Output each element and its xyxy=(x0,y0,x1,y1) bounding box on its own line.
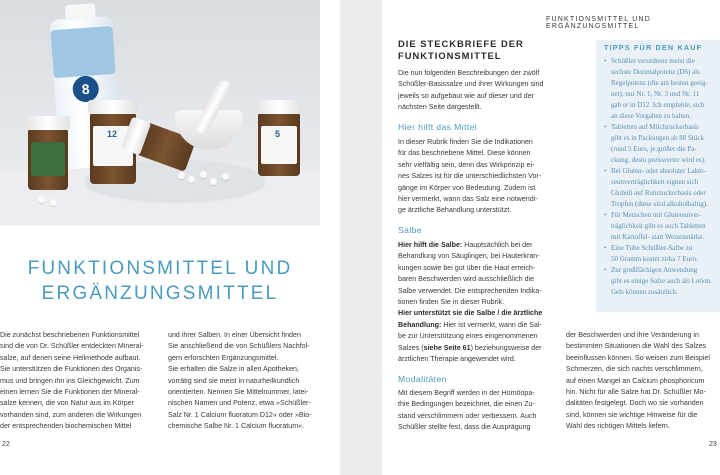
book-gutter xyxy=(340,0,382,475)
text-line: der entsprechenden biochemischen Mittel xyxy=(0,422,132,431)
text-line: und ihrer Salben. In einer Übersicht finden xyxy=(168,331,301,339)
text-line: thie Bedingungen bezeichnet, die einen Zu- xyxy=(398,400,535,409)
jar-number: 5 xyxy=(275,129,281,139)
product-photo xyxy=(0,0,320,226)
text-line: sind, können sie wichtige Hinweise für die xyxy=(566,410,698,419)
text-line: sind die von Dr. Schüßler entdeckten Mineral- xyxy=(0,342,144,351)
tip-line: net), nur Nr. 1, Nr. 3 und Nr. 11 xyxy=(611,90,700,98)
pill xyxy=(178,172,185,179)
text-line: be zur Unterstützung eines eingenommenen xyxy=(398,332,538,341)
text-line: gänge im Körper von Bedeutung. Zudem ist xyxy=(398,183,536,192)
left-column-1 xyxy=(0,330,148,433)
modalitaeten-text xyxy=(398,388,554,434)
tip-line: Bei Gluten- oder absoluter Lakto- xyxy=(611,167,706,175)
text-line: ge ärztliche Behandlung unterstützt. xyxy=(398,206,512,215)
tip-line: mit Kartoffel- statt Weizenstärke. xyxy=(611,233,705,241)
tip-item xyxy=(604,122,718,166)
tip-line: seunverträglichkeit eignen sich xyxy=(611,178,699,186)
text-line: einen lernen Sie die Funktionen der Mineral- xyxy=(0,388,140,397)
subheading-modalitaeten: Modalitäten xyxy=(398,374,447,384)
text-line: In dieser Rubrik finden Sie die Indikationen xyxy=(398,138,533,146)
tip-item xyxy=(604,210,718,243)
tip-line: sechste Dezimalpotenz (D6) als xyxy=(611,68,700,76)
text-line: Sie erhalten die Salze in allen Apotheken, xyxy=(168,365,299,374)
text-fragment: ) beziehungsweise der xyxy=(470,343,542,352)
tip-line: gibt es einige Salze auch als Lotion. xyxy=(611,277,712,285)
text-line xyxy=(398,308,554,319)
page-number-right: 23 xyxy=(709,441,717,448)
tip-line: Regelpotenz (die am besten geeig- xyxy=(611,79,708,87)
pill xyxy=(222,173,229,180)
tip-line: Tabletten auf Milchzuckerbasis xyxy=(611,123,699,131)
tip-item xyxy=(604,166,718,210)
tube-cap xyxy=(65,3,96,21)
jar-label xyxy=(261,126,297,164)
tip-line: Zur großflächigen Anwendung xyxy=(611,266,698,274)
text-line: Salbe verwendet. Die entsprechenden Indika- xyxy=(398,286,542,295)
tube-band xyxy=(51,26,116,78)
subheading-hier-hilft: Hier hilft das Mittel xyxy=(398,122,478,132)
salbe-text xyxy=(398,240,554,365)
intro-text xyxy=(398,68,554,114)
tip-line: gibt es in Packungen ab 80 Stück xyxy=(611,134,704,142)
jar-number: 12 xyxy=(107,129,118,139)
hier-hilft-text xyxy=(398,137,554,217)
left-column-2 xyxy=(168,330,318,433)
bold-label: Hier hilft die Salbe: xyxy=(398,241,463,249)
chapter-title xyxy=(0,256,320,306)
pill xyxy=(50,199,57,206)
jar-lid xyxy=(26,116,70,130)
text-line: Sie anschließend die von Schüßlers Nachfol- xyxy=(168,342,310,351)
text-line: hin. Nicht für alle Salze hat Dr. Schüßler Mo- xyxy=(566,388,706,397)
text-line: Schüßler-Basissalze und ihrer Wirkungen sind xyxy=(398,80,544,89)
text-line: für das beschriebene Mittel. Diese können xyxy=(398,149,531,158)
text-line: stand verschlimmern oder verbessern. Auch xyxy=(398,411,537,420)
tip-item xyxy=(604,56,718,122)
text-line: orientierten. Nennen Sie Mittelnummer, latei- xyxy=(168,388,309,397)
tip-line: Globuli auf Rohrzuckerbasis oder xyxy=(611,189,706,197)
section-title-line: DIE STECKBRIEFE DER xyxy=(398,38,524,49)
tip-line: Für Menschen mit Glutenunver- xyxy=(611,211,702,219)
text-line: tionen finden Sie in dieser Rubrik. xyxy=(398,298,505,307)
text-line: Sie unterstützen die Funktionen des Organis- xyxy=(0,365,143,374)
page-reference: siehe Seite 61 xyxy=(423,343,471,352)
text-fragment: Salzes ( xyxy=(398,343,424,352)
text-line: mus und bringen ihn ins Gleichgewicht. Zum xyxy=(0,376,140,385)
tip-line: Gels können zusätzlich. xyxy=(611,288,678,296)
bold-label: Hier unterstützt sie die Salbe / die ärztliche xyxy=(398,309,543,318)
text-line: auf einen Mangel an Calcium phosphoricum xyxy=(566,376,705,385)
text-line xyxy=(398,343,554,354)
tube-number: 8 xyxy=(72,75,100,103)
pill xyxy=(188,176,195,183)
text-line: Wahl des richtigen Mittels liefern. xyxy=(566,422,670,431)
tip-item xyxy=(604,243,718,265)
text-line: beeinflussen können. So weisen zum Beispiel xyxy=(566,353,710,362)
bullet-icon: • xyxy=(604,211,607,219)
text-line: Die zunächst beschriebenen Funktionsmittel xyxy=(0,331,140,339)
bullet-icon: • xyxy=(604,266,607,274)
bold-label: Behandlung: xyxy=(398,320,442,329)
tip-line: Tropfen (diese sind alkoholhaltig). xyxy=(611,200,708,208)
page-number-left: 22 xyxy=(2,441,10,448)
tip-line: gab er in D12. Ich empfehle, sich xyxy=(611,101,705,109)
jar-label xyxy=(31,142,65,176)
running-head: FUNKTIONSMITTEL UND ERGÄNZUNGSMITTEL xyxy=(546,16,651,30)
bullet-icon: • xyxy=(604,123,607,131)
pill xyxy=(210,178,217,185)
jar-lid xyxy=(256,100,302,114)
pill xyxy=(38,196,45,203)
section-title-line: FUNKTIONSMITTEL xyxy=(398,50,502,61)
text-line: Schmerzen, die sich nachts verschlimmern, xyxy=(566,365,703,374)
jar-1 xyxy=(28,128,68,190)
subheading-salbe: Salbe xyxy=(398,225,422,235)
tip-line: Eine Tube Schüßler-Salbe zu xyxy=(611,244,693,252)
jar-5 xyxy=(258,112,300,176)
text-line: dalitäten festgelegt. Doch wo sie vorhanden xyxy=(566,399,704,408)
right-far-column xyxy=(566,330,718,433)
text-line: Behandlung von Säuglingen, bei Hauterkran- xyxy=(398,252,540,261)
text-line xyxy=(398,240,554,251)
tip-line: an diese Vorgaben zu halten. xyxy=(611,112,691,120)
text-line: nächsten Seite dargestellt. xyxy=(398,103,482,112)
tips-title: TIPPS FÜR DEN KAUF xyxy=(604,43,703,52)
text-line: bestimmten Situationen die Wahl des Salzes xyxy=(566,342,707,351)
text-fragment: Hier ist vermerkt, wann die Sal- xyxy=(441,320,542,329)
text-line: nes Salzes ist für die unterschiedlichsten Vor- xyxy=(398,172,542,181)
jar-lid xyxy=(88,100,138,114)
text-line: vorhanden sind, zum anderen die Wirkungen xyxy=(0,410,142,419)
section-title xyxy=(398,38,568,62)
pill xyxy=(200,171,207,178)
tip-line: ckung, desto preiswerter wird es). xyxy=(611,156,706,164)
chapter-title-line: ERGÄNZUNGSMITTEL xyxy=(41,283,279,304)
bullet-icon: • xyxy=(604,57,607,65)
tip-line: 50 Gramm kostet zirka 7 Euro. xyxy=(611,255,698,263)
text-line: Mit diesem Begriff werden in der Homöopa- xyxy=(398,389,535,397)
text-line: Salz Nr. 1 Calcium fluoratum D12« oder »Bio- xyxy=(168,410,312,419)
text-line: salze kennen, die von Natur aus im Körper xyxy=(0,399,135,408)
text-line: jeweils so aufgebaut wie auf dieser und der xyxy=(398,91,535,100)
text-line: vorrätig sind sie meist in naturheilkundlich xyxy=(168,376,300,385)
text-line: ärztlichen Therapie angewendet wird. xyxy=(398,355,516,364)
tips-list xyxy=(604,56,718,298)
tip-line: (rund 5 Euro, je größer die Pa- xyxy=(611,145,697,153)
tip-line: träglichkeit gibt es auch Tabletten xyxy=(611,222,706,230)
bullet-icon: • xyxy=(604,244,607,252)
text-line: salze, auf denen seine Heilmethode aufbaut. xyxy=(0,353,141,362)
text-line: Schüßler stellte fest, dass die Ausprägung xyxy=(398,423,531,432)
bullet-icon: • xyxy=(604,167,607,175)
text-line: chemische Salbe Nr. 1 Calcium fluoratum«. xyxy=(168,422,305,431)
tip-item xyxy=(604,265,718,298)
text-line: baren Beschwerden wird ausschließlich die xyxy=(398,275,535,284)
text-line: kungen sowie bei gut über die Haut erreich- xyxy=(398,263,536,272)
text-line: der Beschwerden und ihre Veränderung in xyxy=(566,331,699,339)
text-line: gern erforschten Ergänzungsmittel. xyxy=(168,353,279,362)
text-line: nischen Namen und Potenz, etwa »Schüßler- xyxy=(168,399,311,408)
text-line: hier vermerkt, wann das Salz eine notwendi- xyxy=(398,195,538,204)
chapter-title-line: FUNKTIONSMITTEL UND xyxy=(27,258,293,279)
tip-line: Schüßler verordnete meist die xyxy=(611,57,695,65)
text-line: sehr vielfältig sein, denn das Wirkprinzip ei- xyxy=(398,160,535,169)
text-fragment: Hauptsächlich bei der xyxy=(462,241,533,249)
text-line xyxy=(398,320,554,331)
text-line: Die nun folgenden Beschreibungen der zwölf xyxy=(398,69,540,77)
